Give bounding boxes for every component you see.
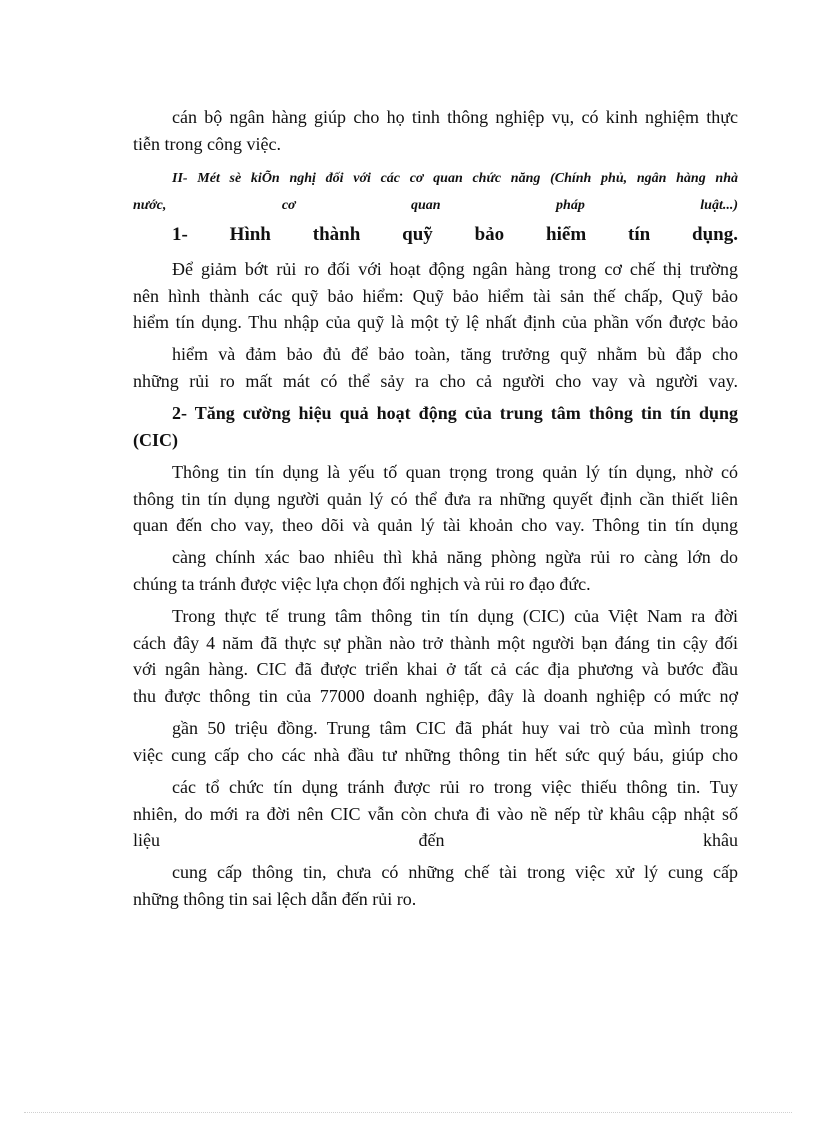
item-2-para-b-line-4: thu được thông tin của 77000 doanh nghiệp, đây là doanh nghiệp có mức nợ bbox=[133, 686, 738, 706]
item-1-paragraph-line-4: hiểm và đảm bảo đủ để bảo toàn, tăng trưởng quỹ nhằm bù đắp cho bbox=[172, 344, 738, 364]
item-2-para-a-line-5: chúng ta tránh được việc lựa chọn đối nghịch và rủi ro đạo đức. bbox=[133, 574, 591, 594]
item-2-para-b-line-10: cung cấp thông tin, chưa có những chế tài trong việc xử lý cung cấp bbox=[172, 862, 738, 882]
section-2-heading-line-1: II- Mét sè kiÕn nghị đối với các cơ quan chức năng (Chính phủ, ngân hàng nhà bbox=[172, 171, 738, 186]
item-2-para-a-line-4: càng chính xác bao nhiêu thì khả năng phòng ngừa rủi ro càng lớn do bbox=[172, 547, 738, 567]
item-2-para-b-line-11: những thông tin sai lệch dẫn đến rủi ro. bbox=[133, 889, 417, 909]
section-2-heading-line-2: nước, cơ quan pháp luật...) bbox=[133, 198, 738, 213]
item-1-paragraph-line-5: những rủi ro mất mát có thể sảy ra cho cả người cho vay và người vay. bbox=[133, 371, 738, 391]
item-2-heading-line-1: 2- Tăng cường hiệu quả hoạt động của trung tâm thông tin tín dụng bbox=[172, 403, 738, 423]
item-1-paragraph-line-2: nên hình thành các quỹ bảo hiểm: Quỹ bảo hiểm tài sản thế chấp, Quỹ bảo bbox=[133, 286, 738, 306]
intro-line-2: tiễn trong công việc. bbox=[133, 134, 281, 154]
item-2-para-b-line-6: việc cung cấp cho các nhà đầu tư những thông tin hết sức quý báu, giúp cho bbox=[133, 745, 738, 765]
page-bottom-dotted-rule bbox=[24, 1112, 792, 1113]
item-2-para-a-line-3: quan đến cho vay, theo dõi và quản lý tài khoản cho vay. Thông tin tín dụng bbox=[133, 515, 738, 535]
intro-line-1: cán bộ ngân hàng giúp cho họ tinh thông nghiệp vụ, có kinh nghiệm thực bbox=[172, 107, 738, 127]
item-1-paragraph-line-1: Để giảm bớt rủi ro đối với hoạt động ngân hàng trong cơ chế thị trường bbox=[172, 259, 738, 279]
item-1-paragraph-line-3: hiểm tín dụng. Thu nhập của quỹ là một tỷ lệ nhất định của phần vốn được bảo bbox=[133, 312, 738, 332]
item-2-para-b-line-2: cách đây 4 năm đã thực sự phần nào trở thành một người bạn đáng tin cậy đối bbox=[133, 633, 738, 653]
item-2-para-a-line-2: thông tin tín dụng người quản lý có thể đưa ra những quyết định cần thiết liên bbox=[133, 489, 738, 509]
item-2-para-b-line-5: gần 50 triệu đồng. Trung tâm CIC đã phát huy vai trò của mình trong bbox=[172, 718, 738, 738]
item-2-para-b-line-8: nhiên, do mới ra đời nên CIC vẫn còn chưa đi vào nề nếp từ khâu cập nhật số bbox=[133, 804, 738, 824]
item-2-para-b-line-3: với ngân hàng. CIC đã được triển khai ở tất cả các địa phương và bước đầu bbox=[133, 659, 738, 679]
item-2-para-b-line-9: liệu đến khâu bbox=[133, 830, 738, 850]
item-2-para-b-line-7: các tổ chức tín dụng tránh được rủi ro trong việc thiếu thông tin. Tuy bbox=[172, 777, 738, 797]
item-2-heading-line-2: (CIC) bbox=[133, 430, 178, 450]
item-2-para-a-line-1: Thông tin tín dụng là yếu tố quan trọng trong quản lý tín dụng, nhờ có bbox=[172, 462, 738, 482]
item-1-heading: 1- Hình thành quỹ bảo hiểm tín dụng. bbox=[172, 224, 738, 245]
item-2-para-b-line-1: Trong thực tế trung tâm thông tin tín dụng (CIC) của Việt Nam ra đời bbox=[172, 606, 738, 626]
